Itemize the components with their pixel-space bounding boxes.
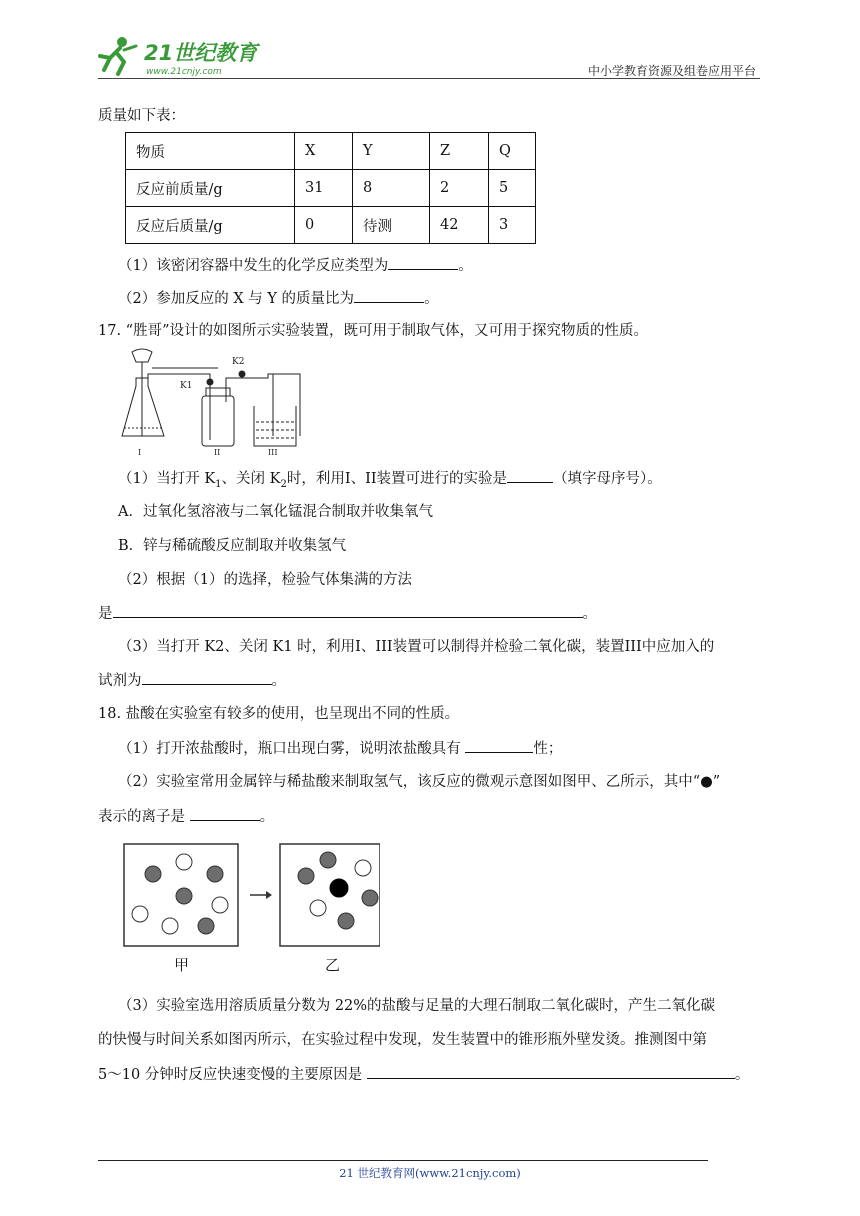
table-cell: 42 — [430, 207, 489, 244]
apparatus-label-2: II — [214, 448, 221, 457]
answer-blank[interactable] — [507, 468, 553, 483]
footer-text[interactable]: 21 世纪教育网(www.21cnjy.com) — [339, 1166, 521, 1180]
svg-text:21世纪教育: 21世纪教育 — [144, 41, 258, 65]
q18-sub3: （3）实验室选用溶质质量分数为 22%的盐酸与足量的大理石制取二氧化碳时，产生二氧化碳 — [118, 998, 716, 1014]
answer-blank[interactable] — [113, 603, 583, 618]
table-cell: 8 — [353, 170, 430, 207]
answer-blank[interactable] — [388, 255, 458, 270]
table-cell: 31 — [295, 170, 353, 207]
apparatus-figure — [118, 348, 308, 458]
particle-diagram — [120, 840, 380, 980]
table-cell: Q — [489, 133, 536, 170]
header-platform-text: 中小学教育资源及组卷应用平台 — [587, 64, 756, 78]
apparatus-label-3: III — [268, 448, 278, 457]
answer-blank[interactable] — [142, 670, 272, 685]
q17-option-a: A．过氧化氢溶液与二氧化锰混合制取并收集氧气 — [118, 504, 433, 520]
table-cell: Y — [353, 133, 430, 170]
q17-sub3-answer: 试剂为 。 — [98, 670, 286, 691]
table-cell: Z — [430, 133, 489, 170]
answer-blank[interactable] — [367, 1064, 735, 1079]
table-cell: 2 — [430, 170, 489, 207]
table-row — [126, 170, 536, 207]
figure-label-jia: 甲 — [174, 956, 190, 974]
table-cell: 待测 — [353, 207, 430, 244]
table-row — [126, 133, 536, 170]
table-cell: 0 — [295, 207, 353, 244]
q18-sub2: （2）实验室常用金属锌与稀盐酸来制取氢气，该反应的微观示意图如图甲、乙所示，其中“●” — [118, 774, 721, 790]
mass-table — [125, 132, 536, 244]
q18-sub2-answer: 表示的离子是 。 — [98, 806, 274, 827]
q17-sub2-answer: 是 。 — [98, 603, 597, 624]
site-logo — [96, 34, 266, 78]
runner-logo-icon — [96, 34, 266, 78]
q17-sub3: （3）当打开 K2、关闭 K1 时，利用I、III装置可以制得并检验二氧化碳，装置III中应加入的 — [118, 639, 715, 655]
q16-sub2: （2）参加反应的 X 与 Y 的质量比为 。 — [118, 288, 439, 309]
q17-option-b: B．锌与稀硫酸反应制取并收集氢气 — [118, 538, 347, 554]
q16-sub1: （1）该密闭容器中发生的化学反应类型为 。 — [118, 255, 473, 276]
table-cell: X — [295, 133, 353, 170]
q17-sub1: （1）当打开 $K_1$、关闭 $K_2$时，利用I、II装置可进行的实验是 （填字母序号）。 — [118, 468, 662, 495]
footer-divider — [98, 1160, 708, 1161]
intro-line: 质量如下表： — [98, 108, 185, 124]
header-divider — [98, 78, 760, 79]
answer-blank[interactable] — [354, 288, 424, 303]
q18-sub3-line3: 5～10 分钟时反应快速变慢的主要原因是 。 — [98, 1064, 749, 1085]
q17-sub2: （2）根据（1）的选择，检验气体集满的方法 — [118, 572, 412, 588]
q17-stem: 17. “胜哥”设计的如图所示实验装置，既可用于制取气体，又可用于探究物质的性质。 — [98, 323, 648, 339]
answer-blank[interactable] — [190, 806, 260, 821]
table-cell: 5 — [489, 170, 536, 207]
svg-text:www.21cnjy.com: www.21cnjy.com — [146, 67, 222, 77]
valve-label-k2: K2 — [232, 357, 245, 367]
figure-label-yi: 乙 — [325, 956, 341, 974]
table-row — [126, 207, 536, 244]
table-cell: 反应前质量/g — [126, 170, 295, 207]
table-cell: 物质 — [126, 133, 295, 170]
table-cell: 反应后质量/g — [126, 207, 295, 244]
apparatus-label-1: I — [138, 448, 142, 457]
valve-label-k1: K1 — [180, 381, 193, 391]
q18-stem: 18. 盐酸在实验室有较多的使用，也呈现出不同的性质。 — [98, 706, 460, 722]
answer-blank[interactable] — [465, 738, 533, 753]
q18-sub1: （1）打开浓盐酸时，瓶口出现白雾，说明浓盐酸具有 性； — [118, 738, 562, 759]
table-cell: 3 — [489, 207, 536, 244]
q18-sub3-line2: 的快慢与时间关系如图丙所示，在实验过程中发现，发生装置中的锥形瓶外壁发烫。推测图中第 — [98, 1032, 707, 1048]
